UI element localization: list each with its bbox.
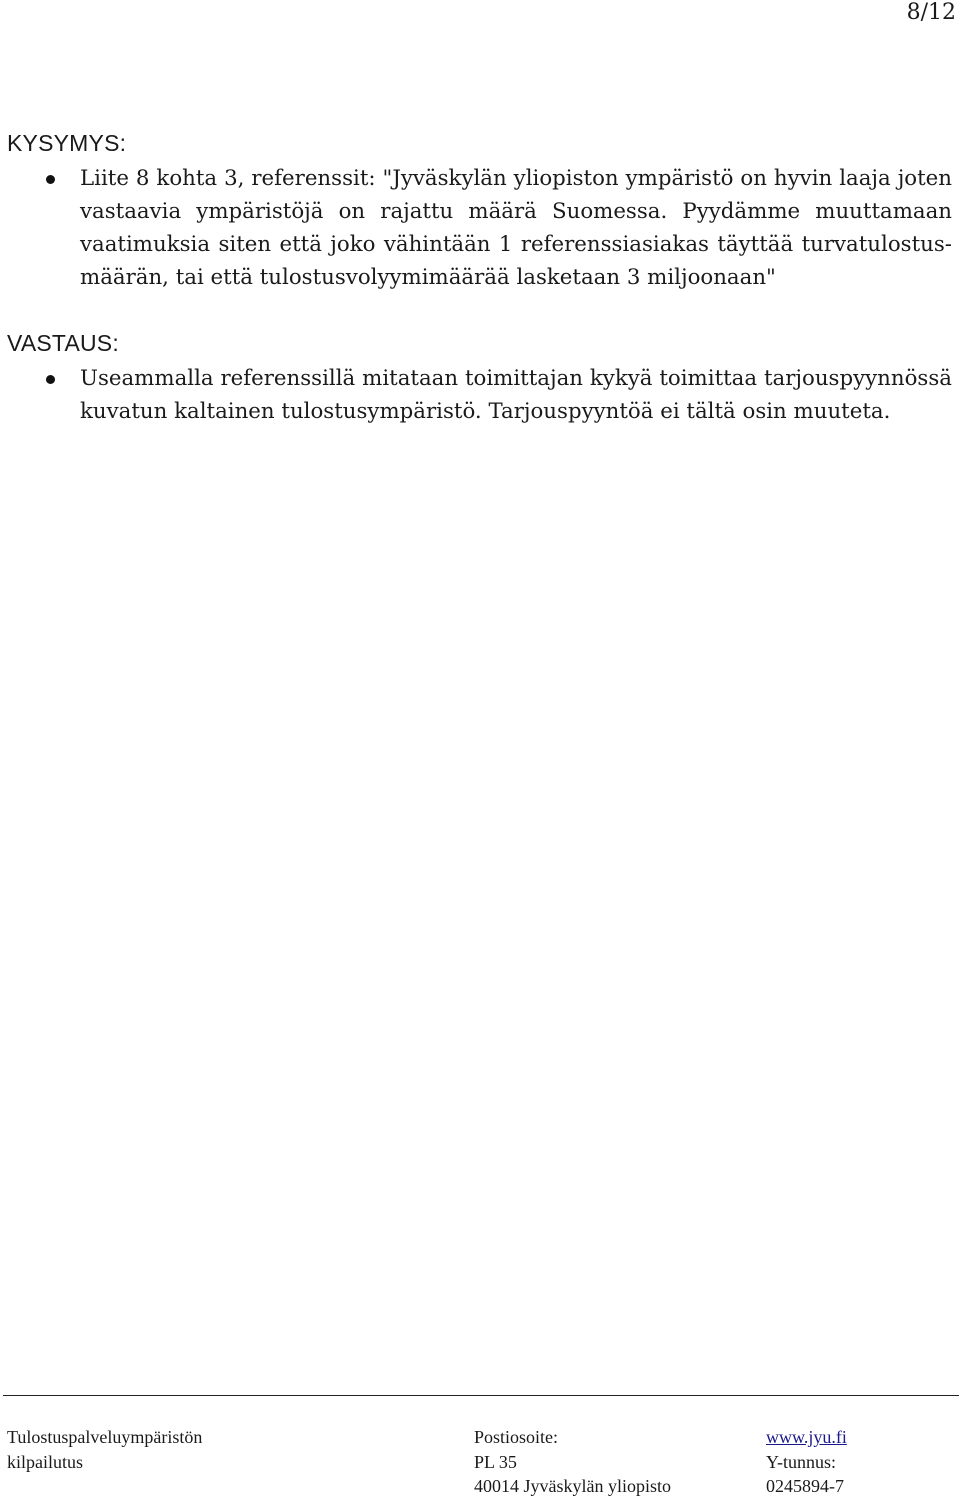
bullet-icon	[46, 175, 55, 184]
question-heading: KYSYMYS:	[7, 130, 127, 156]
bullet-icon	[46, 375, 55, 384]
website-link[interactable]: www.jyu.fi	[766, 1427, 847, 1447]
answer-text: Useammalla referenssillä mitataan toimittajan kykyä toimittaa tarjouspyynnössä kuvatun kaltainen tulostusympäristö. Tarjouspyyntöä ei tältä osin muuteta.	[80, 366, 952, 424]
question-bullet-item	[80, 162, 952, 294]
footer-divider	[3, 1395, 959, 1396]
page-number: 8/12	[906, 0, 956, 25]
footer-contact	[766, 1425, 847, 1499]
question-text: Liite 8 kohta 3, referenssit: "Jyväskylän yliopiston ympäristö on hyvin laaja joten vastaavia ympäristöjä on rajattu määrä Suomessa. Pyydämme muuttamaan vaatimuksia siten että joko vähintään 1 referenssiasiakas täyttää turvatulostusmäärän, tai että tulostusvolyymimäärää lasketaan 3 miljoonaan"	[80, 166, 952, 290]
footer-project-line: Tulostuspalveluympäristön	[7, 1427, 203, 1447]
answer-heading: VASTAUS:	[7, 330, 119, 356]
footer-address-line: 40014 Jyväskylän yliopisto	[474, 1476, 671, 1496]
footer-project-line: kilpailutus	[7, 1451, 83, 1472]
footer-project-title	[7, 1425, 202, 1474]
business-id-value: 0245894-7	[766, 1476, 844, 1496]
footer-address-line: PL 35	[474, 1451, 517, 1472]
footer-postal-address	[474, 1425, 671, 1499]
business-id-label: Y-tunnus:	[766, 1451, 837, 1472]
answer-bullet-item	[80, 362, 952, 428]
footer-address-label: Postiosoite:	[474, 1427, 559, 1447]
